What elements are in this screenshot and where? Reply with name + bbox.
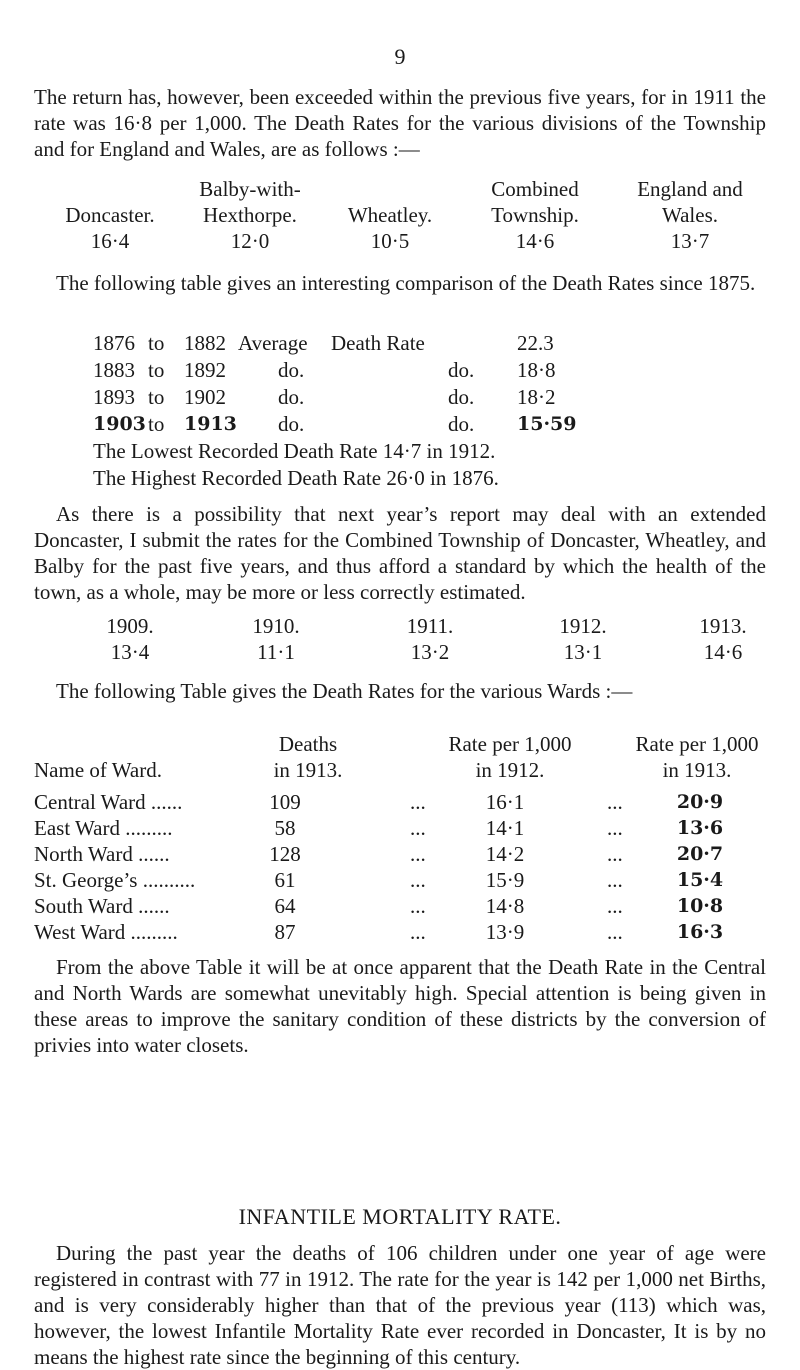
ward-rate-1913: 20·9	[676, 791, 724, 813]
ward-deaths: 109	[269, 790, 301, 814]
period-rate: 15·59	[517, 413, 577, 435]
col-header-rate1912-line1: Rate per 1,000	[448, 732, 572, 756]
year-rate: 14·6	[703, 640, 743, 664]
period-to-word: to	[148, 412, 165, 436]
period-to: 1882	[184, 331, 226, 355]
period-to-word: to	[148, 358, 165, 382]
ward-deaths: 87	[274, 920, 296, 944]
ward-dots: ...	[607, 868, 623, 892]
period-from: 1893	[93, 385, 135, 409]
ward-deaths: 61	[274, 868, 296, 892]
ward-dots: ...	[410, 868, 426, 892]
col-header-rate1913-line2: in 1913.	[662, 758, 732, 782]
ward-rate-1912: 14·2	[485, 842, 525, 866]
period-rate: 18·8	[517, 358, 556, 382]
ward-dots: ...	[410, 790, 426, 814]
ward-name: North Ward ......	[34, 842, 170, 866]
section-heading-infantile-mortality: INFANTILE MORTALITY RATE.	[238, 1204, 562, 1229]
year-label: 1910.	[252, 614, 300, 638]
paragraph-combined-township: As there is a possibility that next year’s report may deal with an extended Doncaster, I submit the rates for the Combined Township of Doncaster, Wheatley, and Balby for the past five years, and thus afford a standard by which the health of the town, as a whole, may be more or less correctly estimated.	[34, 502, 766, 604]
year-label: 1913.	[699, 614, 747, 638]
ward-rate-1913: 13·6	[676, 817, 724, 839]
ward-rate-1912: 13·9	[485, 920, 525, 944]
col-header-rate1912-line2: in 1912.	[475, 758, 545, 782]
division-header-line1: Balby-with-	[199, 177, 301, 201]
ward-dots: ...	[607, 816, 623, 840]
period-death-rate-label: do.	[448, 385, 475, 409]
division-name: Wheatley.	[347, 203, 433, 227]
ward-name: South Ward ......	[34, 894, 170, 918]
period-label: do.	[278, 385, 305, 409]
period-to-word: to	[148, 331, 165, 355]
year-rate: 13·2	[410, 640, 450, 664]
period-death-rate-label: do.	[448, 358, 475, 382]
division-header-line1: England and	[637, 177, 743, 201]
period-from: 1903	[93, 413, 146, 435]
division-rate: 16·4	[90, 229, 130, 253]
ward-dots: ...	[410, 920, 426, 944]
period-label: do.	[278, 412, 305, 436]
ward-rate-1912: 15·9	[485, 868, 525, 892]
period-rate: 18·2	[517, 385, 556, 409]
ward-dots: ...	[607, 790, 623, 814]
ward-dots: ...	[607, 894, 623, 918]
division-rate: 12·0	[230, 229, 270, 253]
paragraph-return-exceeded: The return has, however, been exceeded within the previous five years, for in 1911 the rate was 16·8 per 1,000. The Death Rates for the various divisions of the Township and for England and Wales, are as follows :—	[34, 85, 766, 161]
ward-dots: ...	[410, 842, 426, 866]
year-rate: 13·1	[563, 640, 603, 664]
ward-deaths: 64	[274, 894, 296, 918]
lowest-recorded-rate: The Lowest Recorded Death Rate 14·7 in 1912.	[93, 439, 496, 463]
ward-dots: ...	[410, 894, 426, 918]
ward-deaths: 128	[269, 842, 301, 866]
paragraph-wards-conclusion: From the above Table it will be at once apparent that the Death Rate in the Central and North Wards are somewhat unevitably high. Special attention is being given in these areas to improve the sanitary condition of these districts by the conversion of privies into water closets.	[34, 955, 766, 1057]
page-number: 9	[394, 44, 406, 69]
period-from: 1876	[93, 331, 135, 355]
year-label: 1912.	[559, 614, 607, 638]
ward-rate-1912: 16·1	[485, 790, 525, 814]
period-from: 1883	[93, 358, 135, 382]
division-name: Wales.	[661, 203, 719, 227]
paragraph-wards-intro: The following Table gives the Death Rates for the various Wards :—	[56, 679, 633, 703]
highest-recorded-rate: The Highest Recorded Death Rate 26·0 in 1876.	[93, 466, 499, 490]
ward-name: East Ward .........	[34, 816, 173, 840]
year-rate: 11·1	[257, 640, 295, 664]
ward-dots: ...	[607, 842, 623, 866]
ward-name: Central Ward ......	[34, 790, 183, 814]
year-label: 1911.	[406, 614, 454, 638]
ward-name: St. George’s ..........	[34, 868, 196, 892]
ward-rate-1912: 14·1	[485, 816, 525, 840]
division-rate: 14·6	[515, 229, 555, 253]
ward-rate-1913: 15·4	[676, 869, 724, 891]
ward-dots: ...	[607, 920, 623, 944]
period-to: 1902	[184, 385, 226, 409]
col-header-deaths-line1: Deaths	[278, 732, 338, 756]
period-rate: 22.3	[517, 331, 554, 355]
col-header-rate1913-line1: Rate per 1,000	[635, 732, 759, 756]
year-rate: 13·4	[110, 640, 150, 664]
division-name: Township.	[491, 203, 579, 227]
period-to-word: to	[148, 385, 165, 409]
year-label: 1909.	[106, 614, 154, 638]
period-label: do.	[278, 358, 305, 382]
period-label: Average	[238, 331, 308, 355]
division-rate: 10·5	[370, 229, 410, 253]
ward-rate-1912: 14·8	[485, 894, 525, 918]
division-header-line1: Combined	[491, 177, 579, 201]
period-death-rate-label: Death Rate	[331, 331, 425, 355]
ward-rate-1913: 10·8	[676, 895, 724, 917]
period-death-rate-label: do.	[448, 412, 475, 436]
ward-rate-1913: 20·7	[676, 843, 724, 865]
ward-dots: ...	[410, 816, 426, 840]
paragraph-infantile-mortality: During the past year the deaths of 106 children under one year of age were registered in contrast with 77 in 1912. The rate for the year is 142 per 1,000 net Births, and is very considerably higher than that of the previous year (113) which was, however, the lowest Infantile Mortality Rate ever recorded in Doncaster, It is by no means the highest rate since the beginning of this century.	[34, 1241, 766, 1369]
period-to: 1913	[184, 413, 237, 435]
division-rate: 13·7	[670, 229, 710, 253]
ward-name: West Ward .........	[34, 920, 178, 944]
division-name: Doncaster.	[65, 203, 155, 227]
division-name: Hexthorpe.	[203, 203, 297, 227]
col-header-ward-name: Name of Ward.	[34, 758, 162, 782]
period-to: 1892	[184, 358, 226, 382]
ward-rate-1913: 16·3	[676, 921, 724, 943]
paragraph-comparison-intro: The following table gives an interesting comparison of the Death Rates since 1875.	[56, 271, 756, 295]
col-header-deaths-line2: in 1913.	[273, 758, 343, 782]
ward-deaths: 58	[274, 816, 296, 840]
